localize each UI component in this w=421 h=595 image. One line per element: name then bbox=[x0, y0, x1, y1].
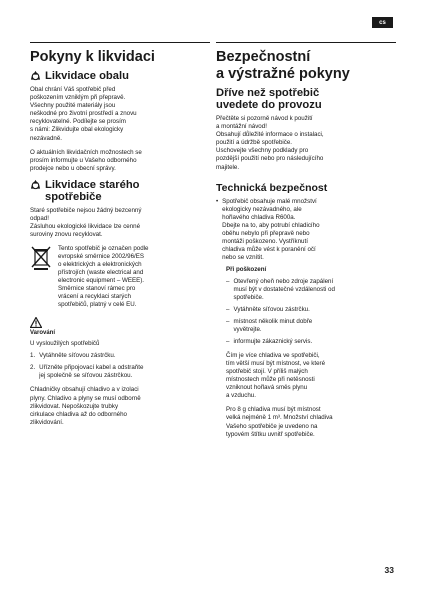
dash-text: informujte zákaznický servis. bbox=[233, 337, 313, 345]
list-item bbox=[226, 338, 396, 346]
damage-label: Při poškození bbox=[226, 265, 267, 273]
refrigerant-bullet bbox=[216, 198, 396, 262]
before-use-paragraph: Přečtěte si pozorně návod k použití a montážní návod! Obsahují důležité informace o instalaci, použití a údržbě spotřebiče. Uschovejte všechny podklady pro pozdější použití nebo pro následujícího majitele. bbox=[216, 115, 324, 171]
step-text: Uřízněte připojovací kabel a odstraňte jej společně se síťovou zástrčkou. bbox=[39, 364, 144, 380]
language-tag: cs bbox=[372, 17, 393, 28]
weee-notice bbox=[30, 245, 210, 309]
warning-block bbox=[30, 317, 210, 336]
packaging-heading-text: Likvidace obalu bbox=[45, 70, 129, 82]
list-item bbox=[226, 318, 396, 334]
dash-text: Otevřený oheň nebo zdroje zapálení musí být v dostatečné vzdálenosti od spotřebiče. bbox=[233, 277, 335, 301]
recycle-icon bbox=[30, 179, 41, 190]
list-item bbox=[30, 364, 210, 380]
step-text: Vytáhněte síťovou zástrčku. bbox=[39, 352, 116, 360]
old-appliance-heading bbox=[30, 179, 210, 203]
dash-marker: – bbox=[226, 305, 230, 313]
list-item bbox=[226, 306, 396, 314]
dash-marker: – bbox=[226, 317, 230, 325]
weee-text: Tento spotřebič je označen podle evropské směrnice 2002/96/ES o elektrických a elektronických přístrojích (waste electrical and electronic equipment – WEEE). Směrnice stanoví rámec pro vrácení a recyklaci starých spotřebičů, platný v celé EU. bbox=[58, 245, 149, 309]
recycle-icon bbox=[30, 70, 41, 81]
packaging-paragraph-1: Obal chrání Váš spotřebič před poškozením vzniklým při přepravě. Všechny použité materiály jsou neškodné pro životní prostředí a znovu recyklovatelné. Podílejte se prosím s námi: Zlikvidujte obal ekologicky nezávadně. bbox=[30, 86, 137, 142]
refrigerant-paragraph: Chladničky obsahují chladivo a v izolaci plyny. Chladivo a plyny se musí odborně zlikvidovat. Nepoškozujte trubky cirkulace chladiva až do odborného zlikvidování. bbox=[30, 386, 141, 426]
bullet-text: Spotřebič obsahuje malé množství ekologicky nezávadného, ale hořlavého chladiva R600a. Dbejte na to, aby potrubí chladicího oběhu nebylo při přepravě nebo montáži poškozeno. Vystříknutí chladiva může vést k poranění očí nebo se vznítit. bbox=[222, 197, 320, 261]
technical-safety-heading: Technická bezpečnost bbox=[216, 181, 328, 194]
column-rule bbox=[216, 42, 396, 43]
bullet-marker: • bbox=[216, 197, 219, 205]
room-size-paragraph: Čím je více chladiva ve spotřebiči, tím větší musí být místnost, ve které spotřebič stojí. V příliš malých místnostech může při netěsnosti vzniknout hořlavá směs plynu a vzduchu. bbox=[226, 351, 326, 400]
crossed-bin-icon bbox=[30, 245, 52, 309]
packaging-paragraph-2: O aktuálních likvidačních možnostech se prosím informujte u Vašeho odborného prodejce nebo u obecní správy. bbox=[30, 148, 142, 172]
steps-list bbox=[30, 352, 210, 380]
steps-intro: U vysloužilých spotřebičů bbox=[30, 340, 100, 348]
old-appliance-heading-text: Likvidace starého spotřebiče bbox=[45, 178, 140, 203]
step-number: 1. bbox=[30, 352, 36, 360]
safety-column bbox=[216, 42, 396, 445]
list-item bbox=[30, 352, 210, 360]
dash-text: místnost několik minut dobře vyvětrejte. bbox=[233, 317, 313, 333]
damage-list bbox=[226, 278, 396, 346]
safety-title: Bezpečnostní a výstražné pokyny bbox=[216, 49, 350, 82]
refrigerant-amount-paragraph: Pro 8 g chladiva musí být místnost velká nejméně 1 m³. Množství chladiva Vašeho spotřebiče je uvedeno na typovém štítku uvnitř spotřebiče. bbox=[226, 406, 333, 438]
column-rule bbox=[30, 42, 210, 43]
dash-marker: – bbox=[226, 277, 230, 285]
dash-text: Vytáhněte síťovou zástrčku. bbox=[233, 305, 310, 313]
old-appliance-paragraph: Staré spotřebiče nejsou žádný bezcenný odpad! Zásluhou ekologické likvidace lze cenné suroviny znovu recyklovat. bbox=[30, 206, 142, 239]
dash-marker: – bbox=[226, 337, 230, 345]
disposal-column bbox=[30, 42, 210, 433]
step-number: 2. bbox=[30, 364, 36, 372]
disposal-title: Pokyny k likvidaci bbox=[30, 49, 155, 65]
packaging-heading bbox=[30, 70, 210, 82]
warning-triangle-icon bbox=[30, 317, 210, 328]
before-use-heading: Dříve než spotřebič uvedete do provozu bbox=[216, 87, 322, 111]
page-number: 33 bbox=[384, 565, 394, 575]
list-item bbox=[226, 278, 396, 302]
warning-label: Varování bbox=[30, 330, 56, 337]
